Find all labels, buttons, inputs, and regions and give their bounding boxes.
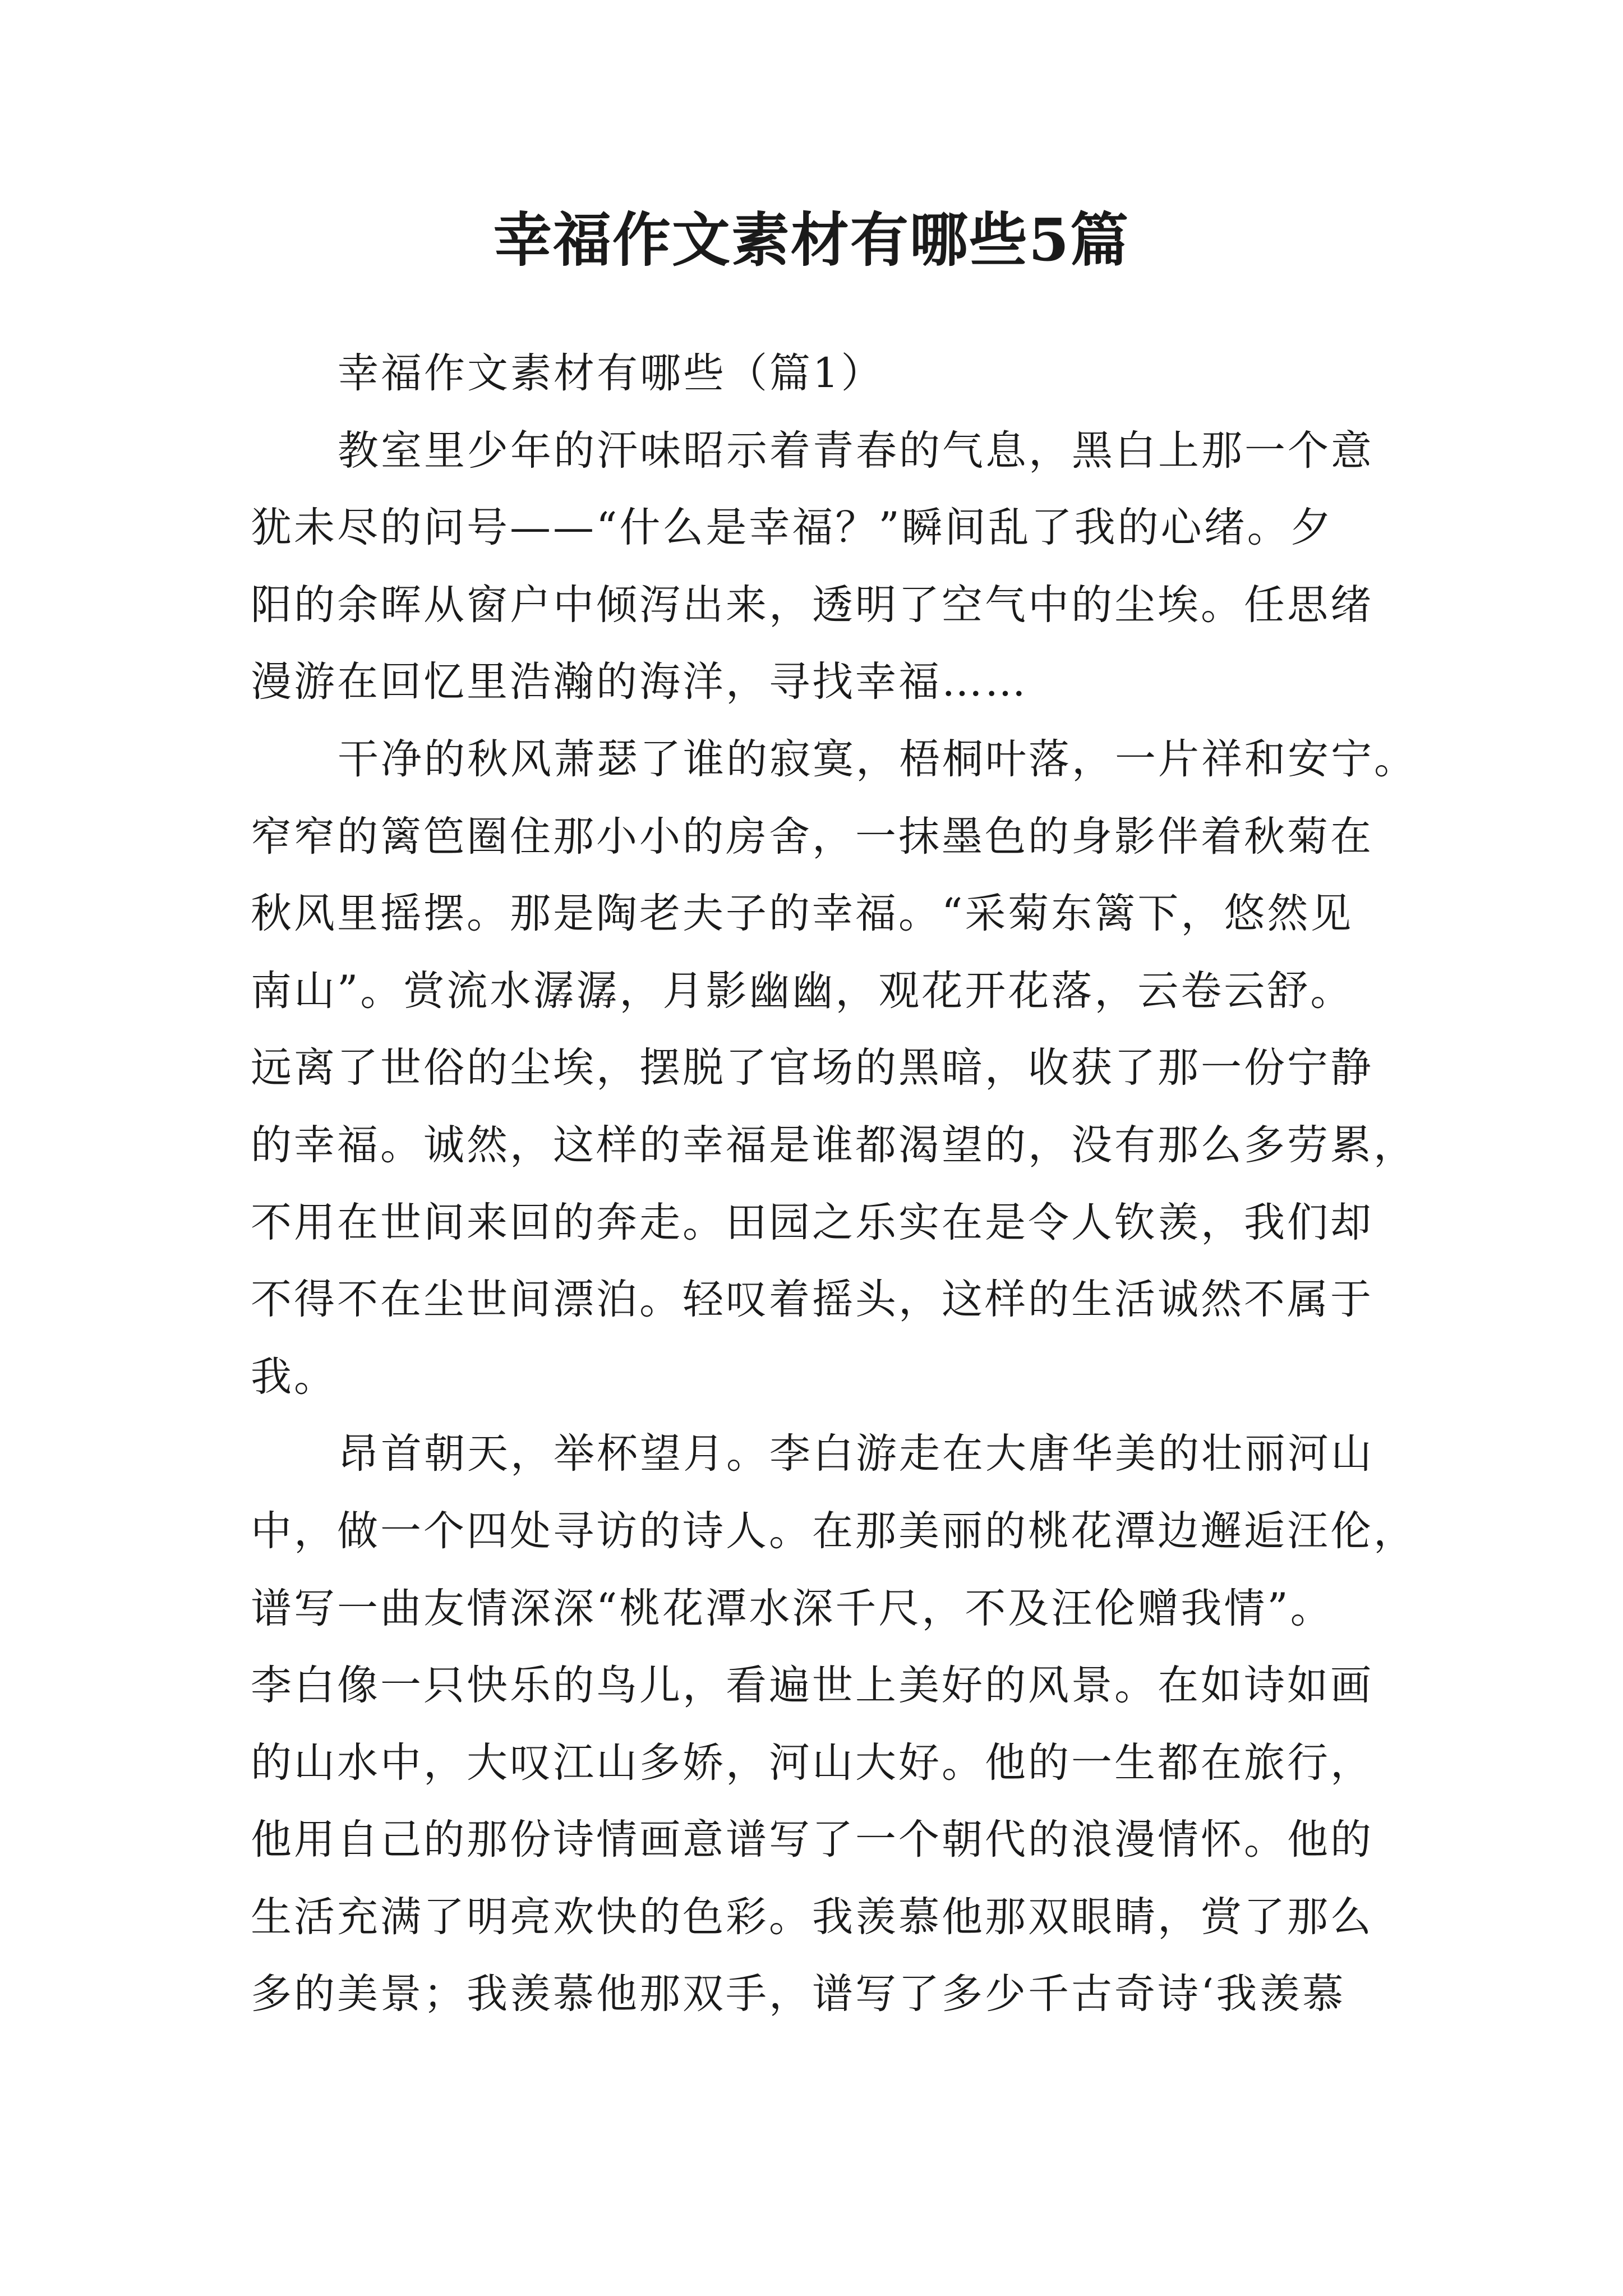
paragraph-1-line-1: 教室里少年的汗味昭示着青春的气息，黑白上那一个意 (338, 426, 1374, 475)
paragraph-3-line-5: 的山水中，大叹江山多娇，河山大好。他的一生都在旅行， (251, 1738, 1373, 1787)
paragraph-2-line-5: 远离了世俗的尘埃，摆脱了官场的黑暗，收获了那一份宁静 (251, 1044, 1373, 1092)
section-heading: 幸福作文素材有哪些（篇1） (338, 349, 884, 397)
paragraph-2-line-4: 南山”。赏流水潺潺，月影幽幽，观花开花落，云卷云舒。 (251, 967, 1354, 1015)
paragraph-1-line-2: 犹未尽的问号——“什么是幸福？”瞬间乱了我的心绪。夕 (251, 504, 1334, 552)
paragraph-3-line-7: 生活充满了明亮欢快的色彩。我羡慕他那双眼睛，赏了那么 (251, 1893, 1373, 1941)
paragraph-3-line-1: 昂首朝天，举杯望月。李白游走在大唐华美的壮丽河山 (338, 1430, 1374, 1478)
paragraph-2-line-1: 干净的秋风萧瑟了谁的寂寞，梧桐叶落，一片祥和安宁。 (338, 735, 1417, 783)
paragraph-2-line-8: 不得不在尘世间漂泊。轻叹着摇头，这样的生活诚然不属于 (251, 1276, 1373, 1324)
paragraph-3-line-6: 他用自己的那份诗情画意谱写了一个朝代的浪漫情怀。他的 (251, 1816, 1373, 1864)
paragraph-3-line-4: 李白像一只快乐的鸟儿，看遍世上美好的风景。在如诗如画 (251, 1662, 1373, 1710)
paragraph-3-line-8: 多的美景；我羡慕他那双手，谱写了多少千古奇诗‘我羡慕 (251, 1970, 1346, 2018)
document-title: 幸福作文素材有哪些5篇 (493, 205, 1130, 274)
paragraph-2-line-3: 秋风里摇摆。那是陶老夫子的幸福。“采菊东篱下，悠然见 (251, 890, 1354, 938)
paragraph-2-line-7: 不用在世间来回的奔走。田园之乐实在是令人钦羡，我们却 (251, 1198, 1373, 1246)
paragraph-1-line-4: 漫游在回忆里浩瀚的海洋，寻找幸福…… (251, 658, 1028, 706)
paragraph-3-line-3: 谱写一曲友情深深“桃花潭水深千尺，不及汪伦赠我情”。 (251, 1584, 1334, 1632)
paragraph-1-line-3: 阳的余晖从窗户中倾泻出来，透明了空气中的尘埃。任思绪 (251, 581, 1373, 629)
paragraph-2-line-6: 的幸福。诚然，这样的幸福是谁都渴望的，没有那么多劳累， (251, 1121, 1417, 1169)
paragraph-3-line-2: 中，做一个四处寻访的诗人。在那美丽的桃花潭边邂逅汪伦， (251, 1507, 1417, 1555)
document-body (251, 335, 1417, 2033)
paragraph-2-line-2: 窄窄的篱笆圈住那小小的房舍，一抹墨色的身影伴着秋菊在 (251, 812, 1373, 861)
paragraph-2-line-9: 我。 (251, 1352, 337, 1401)
